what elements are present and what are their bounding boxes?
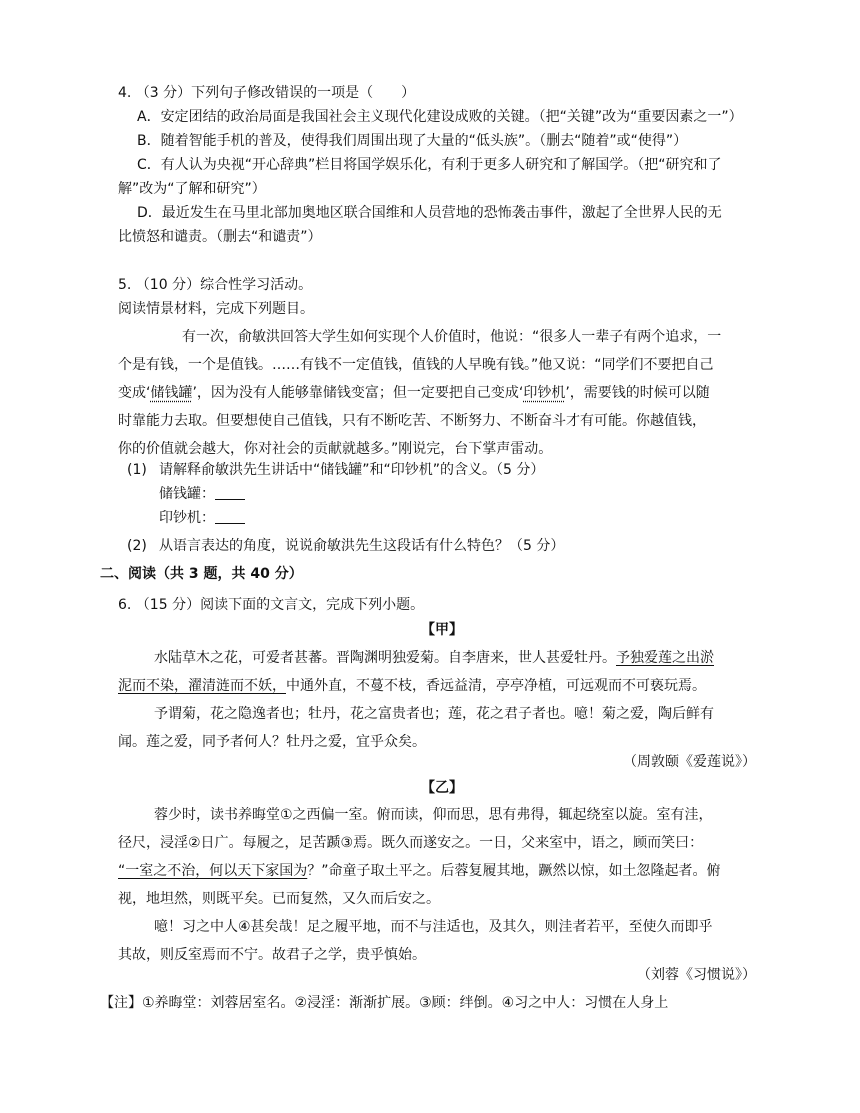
q5-sub2-number: (2) <box>127 538 147 554</box>
keyword-yinchaoji: 印钞机 <box>523 385 566 401</box>
underlined-sentence: “一室之不治，何以天下家国为 <box>118 863 308 879</box>
passage-jia-line2: 泥而不染，濯清涟而不妖，中通外直，不蔓不枝，香远益清，亭亭净植，可远观而不可亵玩焉。 <box>118 678 706 694</box>
passage-yi-line1: 蓉少时，读书养晦堂①之西偏一室。俯而读，仰而思，思有弗得，辄起绕室以旋。室有洼， <box>154 807 713 823</box>
q5-material-line3: 变成‘储钱罐’，因为没有人能够靠储钱变富；但一定要把自己变成‘印钞机’，需要钱的时候可以随 <box>118 385 710 401</box>
q4-option-b: B．随着智能手机的普及，使得我们周围出现了大量的“低头族”。（删去“随着”或“使得”） <box>137 133 688 149</box>
q5-answer-1: 储钱罐： <box>159 484 245 504</box>
section-heading-reading: 二、阅读（共 3 题，共 40 分） <box>100 566 303 582</box>
passage-yi-line4: 视，地坦然，则既平矣。已而复然，又久而后安之。 <box>118 891 440 907</box>
q4-stem: 4. （3 分）下列句子修改错误的一项是（ ） <box>118 85 416 101</box>
q5-intro: 阅读情景材料，完成下列题目。 <box>118 301 314 317</box>
answer-blank[interactable] <box>215 485 245 500</box>
q5-material-line2: 个是有钱，一个是值钱。……有钱不一定值钱，值钱的人早晚有钱。”他又说：“同学们不要把自己 <box>118 357 714 373</box>
q5-material-line1: 有一次，俞敏洪回答大学生如何实现个人价值时，他说：“很多人一辈子有两个追求，一 <box>182 329 722 345</box>
passage-yi-line3: “一室之不治，何以天下家国为？”命童子取土平之。后蓉复履其地，蹶然以惊，如土忽隆起者。俯 <box>118 863 721 879</box>
passage-jia-title: 【甲】 <box>421 622 463 638</box>
passage-yi-line6: 其故，则反室焉而不宁。故君子之学，贵乎慎始。 <box>118 947 426 963</box>
passage-jia-source: （周敦颐《爱莲说》） <box>623 754 756 770</box>
q4-option-c-line2: 解”改为“了解和研究”） <box>118 181 266 197</box>
passage-yi-title: 【乙】 <box>421 780 463 796</box>
q4-option-d-line1: D．最近发生在马里北部加奥地区联合国维和人员营地的恐怖袭击事件，激起了全世界人民的无 <box>137 205 722 221</box>
q4-option-d-line2: 比愤怒和谴责。（删去“和谴责”） <box>118 229 322 245</box>
answer-blank[interactable] <box>215 509 245 524</box>
q5-answer-2: 印钞机： <box>159 508 245 528</box>
annotation-note: 【注】①养晦堂：刘蓉居室名。②浸淫：渐渐扩展。③顾：绊倒。④习之中人：习惯在人身上 <box>100 995 669 1011</box>
q5-stem: 5. （10 分）综合性学习活动。 <box>118 277 313 293</box>
passage-jia-line3: 予谓菊，花之隐逸者也；牡丹，花之富贵者也；莲，花之君子者也。噫！菊之爱，陶后鲜有 <box>154 706 714 722</box>
q4-option-a: A．安定团结的政治局面是我国社会主义现代化建设成败的关键。（把“关键”改为“重要因素之一”） <box>137 109 743 125</box>
passage-jia-line1: 水陆草木之花，可爱者甚蕃。晋陶渊明独爱菊。自李唐来，世人甚爱牡丹。予独爱莲之出淤 <box>154 650 714 666</box>
underlined-sentence: 泥而不染，濯清涟而不妖， <box>118 678 286 694</box>
underlined-sentence: 予独爱莲之出淤 <box>616 650 714 666</box>
q5-material-line5: 你的价值就会越大，你对社会的贡献就越多。”刚说完，台下掌声雷动。 <box>118 441 553 457</box>
q4-option-c-line1: C．有人认为央视“开心辞典”栏目将国学娱乐化，有利于更多人研究和了解国学。（把“研究和了 <box>137 157 722 173</box>
q5-sub2: 从语言表达的角度，说说俞敏洪先生这段话有什么特色？（5 分） <box>159 538 565 554</box>
q5-sub1-number: (1) <box>127 462 147 478</box>
keyword-chuqianguan: 储钱罐 <box>150 385 193 401</box>
q6-stem: 6. （15 分）阅读下面的文言文，完成下列小题。 <box>118 597 425 613</box>
q5-material-line4: 时靠能力去取。但要想使自己值钱，只有不断吃苦、不断努力、不断奋斗才有可能。你越值钱， <box>118 413 706 429</box>
q5-sub1: 请解释俞敏洪先生讲话中“储钱罐”和“印钞机”的含义。（5 分） <box>159 462 545 478</box>
passage-jia-line4: 闻。莲之爱，同予者何人？牡丹之爱，宜乎众矣。 <box>118 734 426 750</box>
passage-yi-source: （刘蓉《习惯说》） <box>637 967 756 983</box>
passage-yi-line2: 径尺，浸淫②日广。每履之，足苦踬③焉。既久而遂安之。一日，父来室中，语之，顾而笑曰： <box>118 835 704 851</box>
passage-yi-line5: 噫！习之中人④甚矣哉！足之履平地，而不与洼适也，及其久，则洼者若平，至使久而即乎 <box>154 919 713 935</box>
